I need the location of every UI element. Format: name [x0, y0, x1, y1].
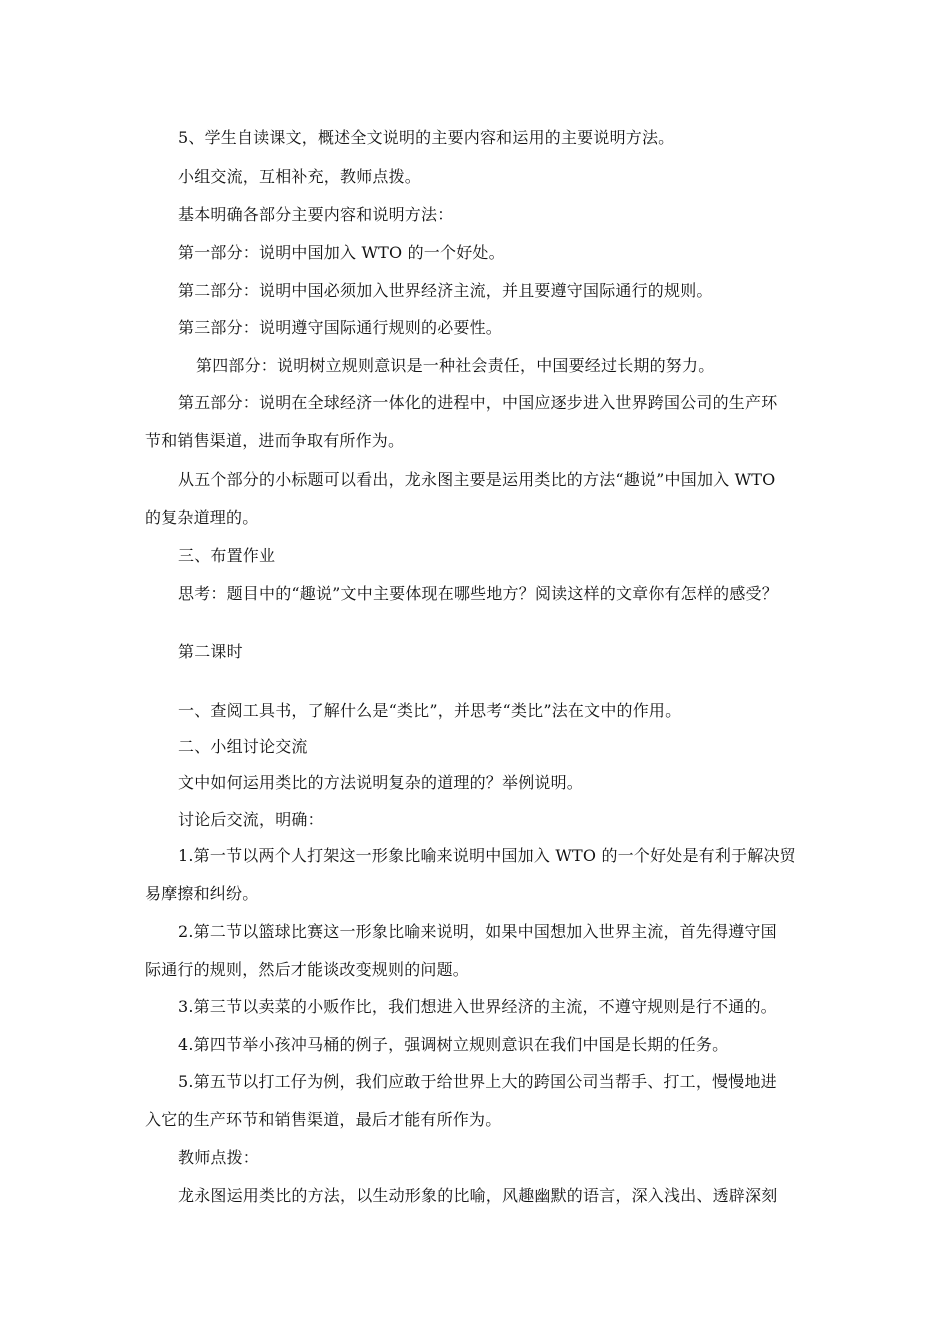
paragraph-line-14: 文中如何运用类比的方法说明复杂的道理的？举例说明。	[178, 773, 584, 792]
paragraph-line-12: 思考：题目中的“趣说”文中主要体现在哪些地方？阅读这样的文章你有怎样的感受？	[178, 584, 778, 603]
paragraph-line-1: 5、学生自读课文，概述全文说明的主要内容和运用的主要说明方法。	[178, 128, 675, 147]
paragraph-line-8: 第五部分：说明在全球经济一体化的进程中，中国应逐步进入世界跨国公司的生产环	[178, 393, 778, 412]
paragraph-line-24: 教师点拨：	[178, 1148, 260, 1167]
paragraph-line-3: 基本明确各部分主要内容和说明方法：	[178, 205, 454, 224]
section-heading-discussion: 二、小组讨论交流	[178, 737, 308, 756]
paragraph-line-13: 一、查阅工具书，了解什么是“类比”，并思考“类比”法在文中的作用。	[178, 701, 682, 720]
paragraph-line-15: 讨论后交流，明确：	[178, 810, 324, 829]
paragraph-line-2: 小组交流，互相补充，教师点拨。	[178, 167, 422, 186]
paragraph-line-4: 第一部分：说明中国加入 WTO 的一个好处。	[178, 243, 505, 262]
paragraph-line-10: 从五个部分的小标题可以看出，龙永图主要是运用类比的方法“趣说”中国加入 WTO	[178, 470, 776, 489]
paragraph-line-5: 第二部分：说明中国必须加入世界经济主流，并且要遵守国际通行的规则。	[178, 281, 713, 300]
paragraph-line-18: 2.第二节以篮球比赛这一形象比喻来说明，如果中国想加入世界主流，首先得遵守国	[178, 922, 777, 941]
paragraph-line-9: 节和销售渠道，进而争取有所作为。	[145, 431, 405, 450]
paragraph-line-22: 5.第五节以打工仔为例，我们应敢于给世界上大的跨国公司当帮手、打工，慢慢地进	[178, 1072, 777, 1091]
paragraph-line-6: 第三部分：说明遵守国际通行规则的必要性。	[178, 318, 503, 337]
paragraph-line-11: 的复杂道理的。	[145, 508, 259, 527]
section-heading-second-lesson: 第二课时	[178, 642, 243, 661]
paragraph-line-23: 入它的生产环节和销售渠道，最后才能有所作为。	[145, 1110, 502, 1129]
paragraph-line-19: 际通行的规则，然后才能谈改变规则的问题。	[145, 960, 470, 979]
section-heading-assignment: 三、布置作业	[178, 546, 276, 565]
paragraph-line-20: 3.第三节以卖菜的小贩作比，我们想进入世界经济的主流，不遵守规则是行不通的。	[178, 997, 777, 1016]
paragraph-line-17: 易摩擦和纠纷。	[145, 884, 259, 903]
paragraph-line-21: 4.第四节举小孩冲马桶的例子，强调树立规则意识在我们中国是长期的任务。	[178, 1035, 729, 1054]
paragraph-line-16: 1.第一节以两个人打架这一形象比喻来说明中国加入 WTO 的一个好处是有利于解决贸	[178, 846, 796, 865]
paragraph-line-25: 龙永图运用类比的方法，以生动形象的比喻，风趣幽默的语言，深入浅出、透辟深刻	[178, 1186, 778, 1205]
paragraph-line-7: 第四部分：说明树立规则意识是一种社会责任，中国要经过长期的努力。	[196, 356, 715, 375]
